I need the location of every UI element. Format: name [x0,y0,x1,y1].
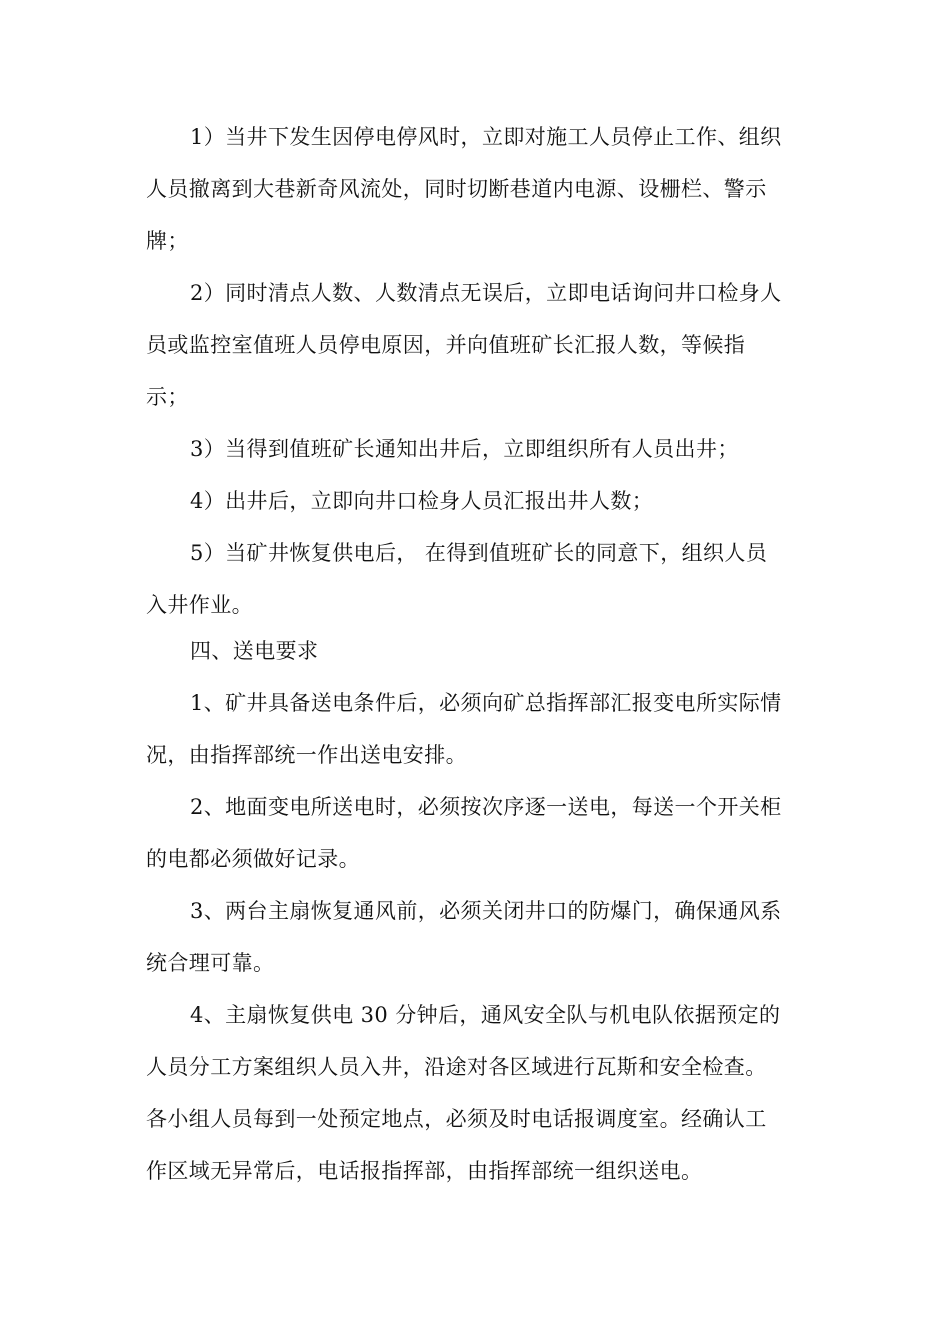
text-line: 示； [146,385,189,409]
text-line: 牌； [146,229,189,253]
text-line: 各小组人员每到一处预定地点，必须及时电话报调度室。经确认工 [146,1107,767,1131]
text-line: 2、地面变电所送电时，必须按次序逐一送电，每送一个开关柜 [190,795,782,819]
text-line: 4、主扇恢复供电 30 分钟后，通风安全队与机电队依据预定的 [190,1003,781,1027]
text-line: 1）当井下发生因停电停风时，立即对施工人员停止工作、组织 [190,125,782,149]
text-line: 统合理可靠。 [146,951,275,975]
text-line: 人员分工方案组织人员入井，沿途对各区域进行瓦斯和安全检查。 [146,1055,767,1079]
text-line: 人员撤离到大巷新奇风流处，同时切断巷道内电源、设栅栏、警示 [146,177,767,201]
text-line: 的电都必须做好记录。 [146,847,360,871]
text-line: 3）当得到值班矿长通知出井后，立即组织所有人员出井； [190,437,739,461]
text-line: 2）同时清点人数、人数清点无误后，立即电话询问井口检身人 [190,281,782,305]
text-line: 作区域无异常后，电话报指挥部，由指挥部统一组织送电。 [146,1159,703,1183]
text-line: 员或监控室值班人员停电原因，并向值班矿长汇报人数，等候指 [146,333,746,357]
text-line: 况，由指挥部统一作出送电安排。 [146,743,467,767]
text-line: 5）当矿井恢复供电后， 在得到值班矿长的同意下，组织人员 [190,541,768,565]
text-line: 4）出井后，立即向井口检身人员汇报出井人数； [190,489,654,513]
text-line: 3、两台主扇恢复通风前，必须关闭井口的防爆门，确保通风系 [190,899,782,923]
text-line: 入井作业。 [146,593,253,617]
text-line: 1、矿井具备送电条件后，必须向矿总指挥部汇报变电所实际情 [190,691,782,715]
section-heading: 四、送电要求 [190,639,319,663]
